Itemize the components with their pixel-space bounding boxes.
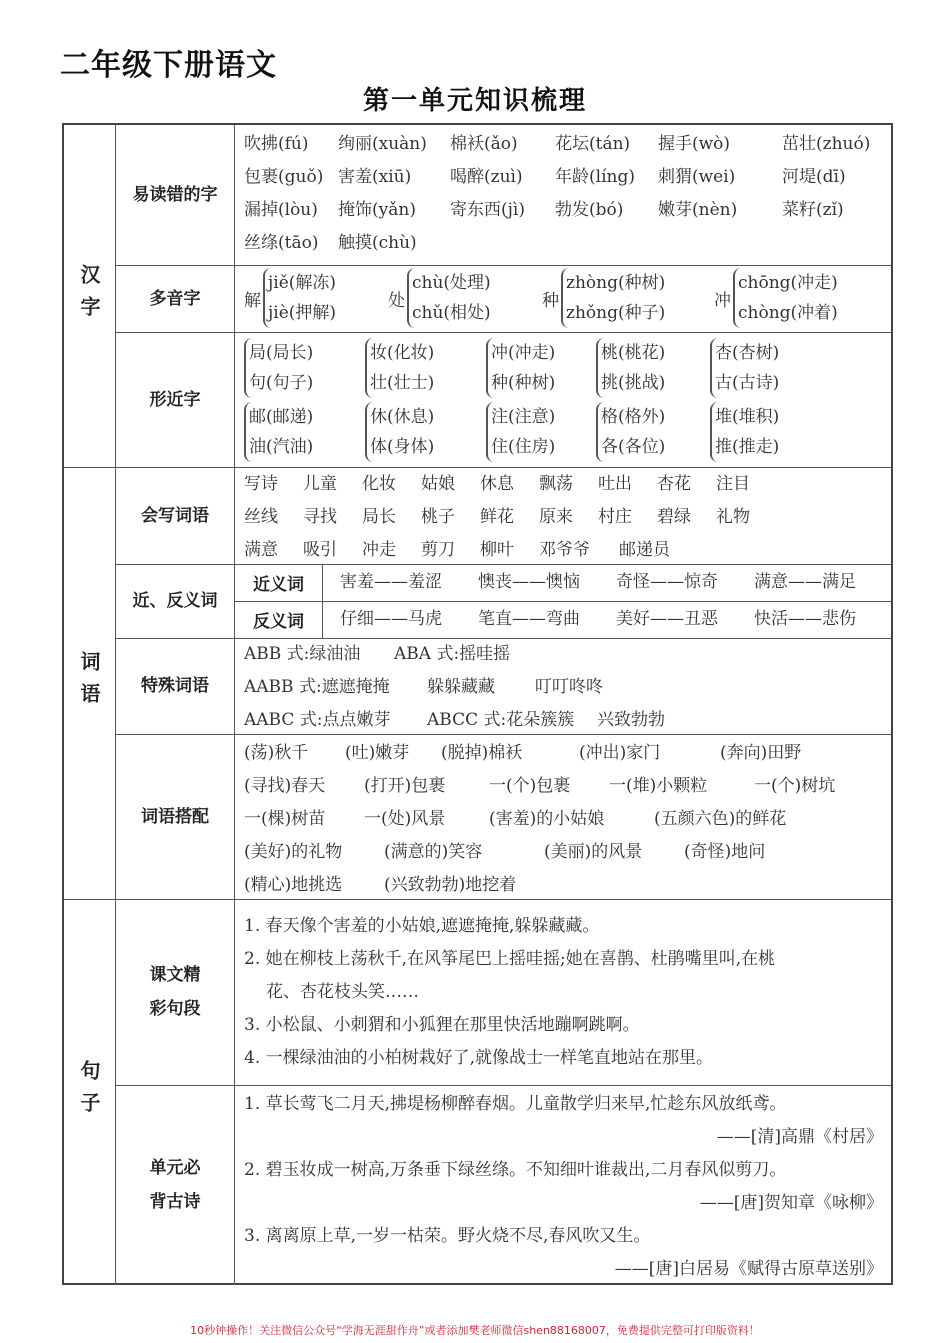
similar-list bbox=[244, 336, 883, 464]
sentences-list bbox=[244, 910, 883, 1075]
list-item: 包裹(guǒ) 害羞(xiū) 喝醉(zuì) 年龄(líng) 刺猬(wei) 河堤(dī) bbox=[244, 167, 846, 187]
label-easy-misread: 易读错的字 bbox=[116, 125, 235, 265]
list-item: 种 zhòng(种树) zhǒng(种子) bbox=[542, 268, 710, 328]
category-hanzi: 汉字 bbox=[64, 125, 116, 467]
list-item: (精心)地挑选 (兴致勃勃)地挖着 bbox=[244, 875, 517, 895]
list-item: 1. 春天像个害羞的小姑娘,遮遮掩掩,躲躲藏藏。 bbox=[244, 916, 600, 936]
list-item: 解 jiě(解冻) jiè(押解) bbox=[244, 268, 384, 328]
special-list bbox=[244, 638, 883, 737]
label-similar: 形近字 bbox=[116, 332, 235, 467]
knowledge-table bbox=[62, 123, 893, 1285]
list-item: 仔细——马虎 笔直——弯曲 美好——丑恶 快活——悲伤 bbox=[340, 609, 856, 629]
poem-author: ——[唐]贺知章《咏柳》 bbox=[699, 1193, 883, 1213]
list-item: 4. 一棵绿油油的小柏树栽好了,就像战士一样笔直地站在那里。 bbox=[244, 1048, 714, 1068]
list-item: (荡)秋千 (吐)嫩芽 (脱掉)棉袄 (冲出)家门 (奔向)田野 bbox=[244, 743, 802, 763]
label-polyphone: 多音字 bbox=[116, 265, 235, 332]
easy-misread-list bbox=[244, 128, 883, 260]
list-item: 格(格外) 各(各位) bbox=[596, 400, 706, 464]
polyphone-list bbox=[244, 268, 883, 328]
list-item: 吹拂(fú) 绚丽(xuàn) 棉袄(ǎo) 花坛(tán) 握手(wò) 茁壮(zhuó) bbox=[244, 134, 871, 154]
list-item: 3. 离离原上草,一岁一枯荣。野火烧不尽,春风吹又生。 bbox=[244, 1226, 651, 1246]
list-item: AABB 式:遮遮掩掩 躲躲藏藏 叮叮咚咚 bbox=[244, 677, 603, 697]
list-item: ABB 式:绿油油 ABA 式:摇哇摇 bbox=[244, 644, 511, 664]
list-item: 冲(冲走) 种(种树) bbox=[486, 336, 592, 400]
list-item: 3. 小松鼠、小刺猬和小狐狸在那里快活地蹦啊跳啊。 bbox=[244, 1015, 640, 1035]
list-item: 丝线 寻找 局长 桃子 鲜花 原来 村庄 碧绿 礼物 bbox=[244, 507, 750, 527]
list-item: AABC 式:点点嫩芽 ABCC 式:花朵簇簇 兴致勃勃 bbox=[244, 710, 665, 730]
list-item: 局(局长) 句(句子) bbox=[244, 336, 361, 400]
category-juzi: 句子 bbox=[64, 899, 116, 1285]
list-item: 花、杏花枝头笑…… bbox=[266, 982, 419, 1002]
footer-note: 10秒钟操作！关注微信公众号“学海无涯甜作舟”或者添加樊老师微信shen88168007，免费提供完整可打印版资料！ bbox=[190, 1324, 760, 1337]
list-item: 休(休息) 体(身体) bbox=[365, 400, 482, 464]
list-item: 注(注意) 住(住房) bbox=[486, 400, 592, 464]
list-item: 害羞——羞涩 懊丧——懊恼 奇怪——惊奇 满意——满足 bbox=[340, 572, 856, 592]
label-write-words: 会写词语 bbox=[116, 467, 235, 564]
synonyms-list bbox=[340, 566, 883, 599]
list-item: (美好)的礼物 (满意的)笑容 (美丽)的风景 (奇怪)地问 bbox=[244, 842, 766, 862]
list-item: 丝绦(tāo) 触摸(chù) bbox=[244, 233, 417, 253]
label-collocation: 词语搭配 bbox=[116, 734, 235, 899]
collocation-list bbox=[244, 737, 883, 902]
label-syn-ant: 近、反义词 bbox=[116, 564, 235, 638]
list-item: 处 chù(处理) chǔ(相处) bbox=[388, 268, 538, 328]
list-item: 冲 chōng(冲走) chòng(冲着) bbox=[714, 268, 838, 328]
label-synonyms: 近义词 bbox=[235, 564, 323, 601]
list-item: 2. 碧玉妆成一树高,万条垂下绿丝绦。不知细叶谁裁出,二月春风似剪刀。 bbox=[244, 1160, 787, 1180]
label-sentences: 课文精 彩句段 bbox=[116, 899, 235, 1085]
list-item: 一(棵)树苗 一(处)风景 (害羞)的小姑娘 (五颜六色)的鲜花 bbox=[244, 809, 787, 829]
label-special: 特殊词语 bbox=[116, 638, 235, 734]
poems-list bbox=[244, 1088, 883, 1286]
list-item: 杏(杏树) 古(古诗) bbox=[710, 336, 779, 400]
poem-author: ——[唐]白居易《赋得古原草送别》 bbox=[614, 1259, 883, 1279]
list-item: 邮(邮递) 油(汽油) bbox=[244, 400, 361, 464]
unit-title: 第一单元知识梳理 bbox=[362, 86, 587, 116]
list-item: 满意 吸引 冲走 剪刀 柳叶 邓爷爷 邮递员 bbox=[244, 540, 670, 560]
poem-author: ——[清]高鼎《村居》 bbox=[716, 1127, 883, 1147]
category-ciyu: 词语 bbox=[64, 467, 116, 899]
write-words-list bbox=[244, 468, 883, 567]
list-item: 堆(堆积) 推(推走) bbox=[710, 400, 779, 464]
list-item: (寻找)春天 (打开)包裹 一(个)包裹 一(堆)小颗粒 一(个)树坑 bbox=[244, 776, 836, 796]
label-poems: 单元必 背古诗 bbox=[116, 1085, 235, 1285]
list-item: 妆(化妆) 壮(壮士) bbox=[365, 336, 482, 400]
list-item: 桃(桃花) 挑(挑战) bbox=[596, 336, 706, 400]
list-item: 漏掉(lòu) 掩饰(yǎn) 寄东西(jì) 勃发(bó) 嫩芽(nèn) 菜籽(zǐ) bbox=[244, 200, 844, 220]
list-item: 写诗 儿童 化妆 姑娘 休息 飘荡 吐出 杏花 注目 bbox=[244, 474, 750, 494]
label-antonyms: 反义词 bbox=[235, 601, 323, 638]
list-item: 1. 草长莺飞二月天,拂堤杨柳醉春烟。儿童散学归来早,忙趁东风放纸鸢。 bbox=[244, 1094, 787, 1114]
list-item: 2. 她在柳枝上荡秋千,在风筝尾巴上摇哇摇;她在喜鹊、杜鹃嘴里叫,在桃 bbox=[244, 949, 776, 969]
grade-title: 二年级下册语文 bbox=[60, 48, 277, 83]
antonyms-list bbox=[340, 603, 883, 636]
